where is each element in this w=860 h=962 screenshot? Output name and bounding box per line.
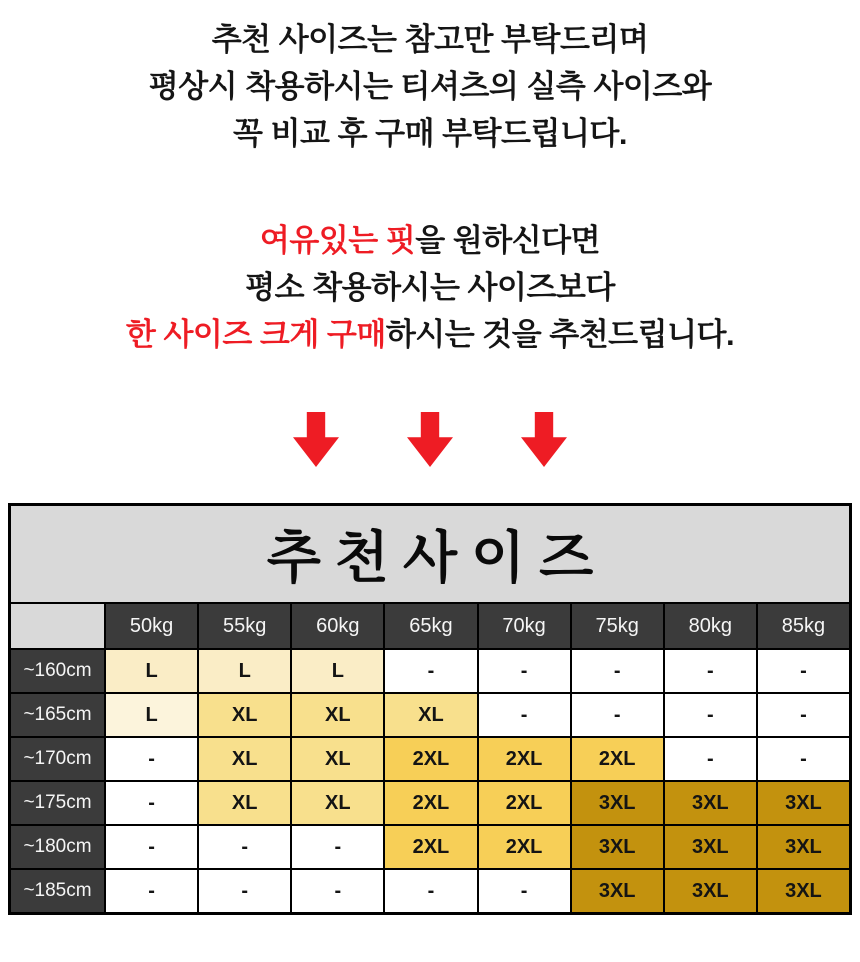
size-cell: - [106, 826, 197, 868]
weight-header-75kg: 75kg [572, 604, 663, 648]
size-cell: 2XL [479, 826, 570, 868]
size-cell: - [292, 870, 383, 912]
weight-header-70kg: 70kg [479, 604, 570, 648]
size-cell: XL [199, 738, 290, 780]
size-cell: L [106, 694, 197, 736]
intro-line-2: 평상시 착용하시는 티셔츠의 실측 사이즈와 [148, 69, 712, 104]
fit-note-line-1 [0, 217, 860, 264]
fit-note-line-1-rest: 을 원하신다면 [415, 223, 601, 258]
size-cell: 3XL [758, 782, 849, 824]
size-cell: XL [199, 694, 290, 736]
height-row-header-170cm: ~170cm [11, 738, 104, 780]
size-cell: - [385, 650, 476, 692]
weight-header-65kg: 65kg [385, 604, 476, 648]
size-cell: 2XL [385, 826, 476, 868]
fit-note-text [0, 217, 860, 358]
height-row-header-165cm: ~165cm [11, 694, 104, 736]
size-cell: 3XL [758, 826, 849, 868]
size-cell: - [758, 738, 849, 780]
weight-header-55kg: 55kg [199, 604, 290, 648]
size-cell: - [199, 870, 290, 912]
size-cell: XL [199, 782, 290, 824]
size-cell: XL [385, 694, 476, 736]
size-cell: 3XL [665, 782, 756, 824]
arrow-row [0, 412, 860, 467]
size-cell: - [292, 826, 383, 868]
size-cell: - [106, 870, 197, 912]
size-cell: - [106, 738, 197, 780]
size-cell: XL [292, 738, 383, 780]
size-cell: 3XL [572, 826, 663, 868]
fit-note-line-1-highlight: 여유있는 핏 [259, 223, 416, 258]
size-cell: 2XL [572, 738, 663, 780]
fit-note-line-3-highlight: 한 사이즈 크게 구매 [125, 317, 386, 352]
down-arrow-icon [407, 412, 453, 467]
size-cell: - [665, 694, 756, 736]
weight-header-60kg: 60kg [292, 604, 383, 648]
size-cell: 3XL [758, 870, 849, 912]
height-row-header-175cm: ~175cm [11, 782, 104, 824]
weight-header-80kg: 80kg [665, 604, 756, 648]
size-cell: 2XL [479, 782, 570, 824]
size-cell: XL [292, 694, 383, 736]
fit-note-line-3-rest: 하시는 것을 추천드립니다. [385, 317, 735, 352]
size-cell: - [479, 870, 570, 912]
size-table [8, 503, 852, 915]
intro-text [0, 0, 860, 157]
size-cell: 2XL [385, 782, 476, 824]
size-cell: XL [292, 782, 383, 824]
size-cell: 2XL [385, 738, 476, 780]
weight-header-85kg: 85kg [758, 604, 849, 648]
size-cell: 3XL [665, 826, 756, 868]
intro-line-3: 꼭 비교 후 구매 부탁드립니다. [233, 116, 627, 151]
weight-header-50kg: 50kg [106, 604, 197, 648]
size-cell: - [385, 870, 476, 912]
fit-note-line-2: 평소 착용하시는 사이즈보다 [245, 270, 615, 305]
size-cell: 3XL [572, 782, 663, 824]
height-row-header-160cm: ~160cm [11, 650, 104, 692]
down-arrow-icon [293, 412, 339, 467]
size-cell: 3XL [572, 870, 663, 912]
size-cell: 2XL [479, 738, 570, 780]
size-cell: 3XL [665, 870, 756, 912]
size-cell: - [106, 782, 197, 824]
size-cell: L [199, 650, 290, 692]
size-cell: - [665, 650, 756, 692]
size-cell: - [758, 694, 849, 736]
size-cell: L [106, 650, 197, 692]
size-cell: - [758, 650, 849, 692]
size-cell: L [292, 650, 383, 692]
size-cell: - [479, 650, 570, 692]
height-row-header-185cm: ~185cm [11, 870, 104, 912]
size-cell: - [665, 738, 756, 780]
size-grid [11, 604, 849, 912]
intro-line-1: 추천 사이즈는 참고만 부탁드리며 [211, 22, 649, 57]
table-corner-cell [11, 604, 104, 648]
height-row-header-180cm: ~180cm [11, 826, 104, 868]
down-arrow-icon [521, 412, 567, 467]
size-cell: - [479, 694, 570, 736]
size-cell: - [572, 650, 663, 692]
size-cell: - [572, 694, 663, 736]
size-cell: - [199, 826, 290, 868]
fit-note-line-3 [0, 311, 860, 358]
size-table-title: 추천사이즈 [11, 506, 849, 604]
